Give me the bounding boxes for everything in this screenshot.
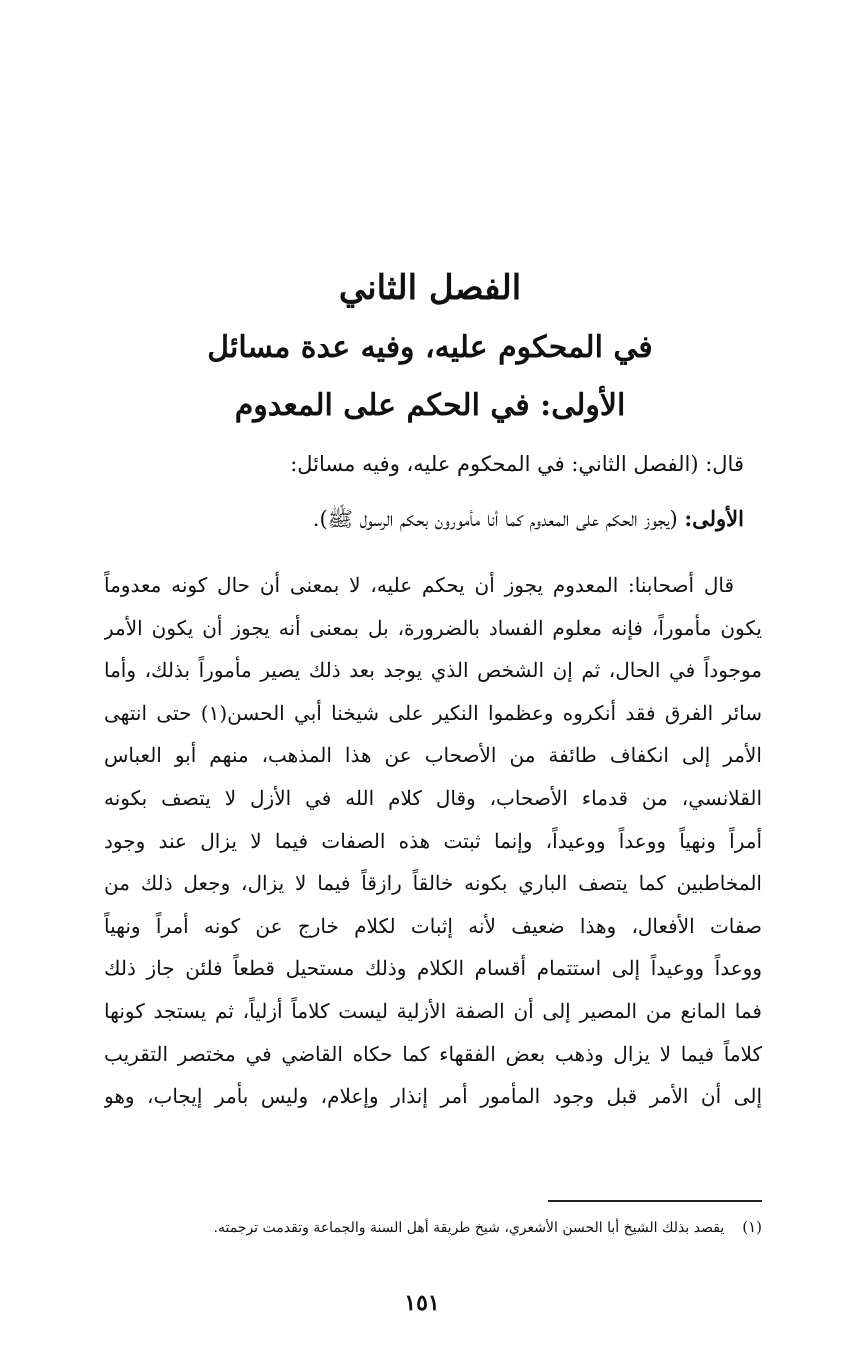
quoted-text-lead: الأولى: xyxy=(684,506,744,531)
body-line: يكون مأموراً، فإنه معلوم الفساد بالضرورة، بل بمعنى أنه يجوز أن يكون الأمر xyxy=(104,615,762,640)
footnote-text: يقصد بذلك الشيخ أبا الحسن الأشعري، شيخ طريقة أهل السنة والجماعة وتقدمت ترجمته. xyxy=(213,1220,725,1236)
quoted-text-rest: (يجوز الحكم على المعدوم كما أنا مأمورون بحكم الرسول ﷺ). xyxy=(312,507,685,531)
body-line: صفات الأفعال، وهذا ضعيف لأنه إثبات لكلام خارج عن كونه أمراً ونهياً xyxy=(104,913,762,938)
body-line: إلى أن الأمر قبل وجود المأمور أمر إنذار وإعلام، وليس بأمر إيجاب، وهو xyxy=(104,1084,762,1109)
body-line: قال أصحابنا: المعدوم يجوز أن يحكم عليه، لا بمعنى أن حال كونه معدوماً xyxy=(104,573,734,597)
footnote xyxy=(82,1218,762,1236)
body-line: ووعداً ووعيداً إلى استتمام أقسام الكلام وذلك مستحيل قطعاً فلئن جاز ذلك xyxy=(104,956,762,981)
body-paragraph xyxy=(104,564,762,1118)
body-line: أمراً ونهياً ووعداً ووعيداً، وإنما ثبتت هذه الصفات فيما لا يزال عند وجود xyxy=(104,828,762,853)
body-line: كلاماً فيما لا يزال وذهب بعض الفقهاء كما حكاه القاضي في مختصر التقريب xyxy=(104,1041,762,1066)
body-line: فما المانع من المصير إلى أن الصفة الأزلية ليست كلاماً أزلياً، ثم يستجد كونها xyxy=(104,998,762,1023)
issue-title: الأولى: في الحكم على المعدوم xyxy=(234,388,626,423)
body-line: القلانسي، من قدماء الأصحاب، وقال كلام الله في الأزل لا يتصف بكونه xyxy=(104,785,762,810)
body-line: سائر الفرق فقد أنكروه وعظموا النكير على شيخنا أبي الحسن(١) حتى انتهى xyxy=(104,700,762,725)
quoted-text-line-2 xyxy=(84,506,744,537)
page-number: ١٥١ xyxy=(404,1290,440,1316)
chapter-subtitle: في المحكوم عليه، وفيه عدة مسائل xyxy=(207,330,653,365)
chapter-title: الفصل الثاني xyxy=(338,268,522,308)
quoted-text-line-1: قال: (الفصل الثاني: في المحكوم عليه، وفيه مسائل: xyxy=(290,452,744,476)
body-line: موجوداً في الحال، ثم إن الشخص الذي يوجد بعد ذلك يصير مأموراً بذلك، وأما xyxy=(104,658,762,683)
footnote-divider xyxy=(548,1200,762,1202)
body-line: المخاطبين كما يتصف الباري بكونه خالقاً رازقاً فيما لا يزال، وجعل ذلك من xyxy=(104,871,762,896)
body-line: الأمر إلى انكفاف طائفة من الأصحاب عن هذا المذهب، منهم أبو العباس xyxy=(104,743,762,768)
footnote-number: (١) xyxy=(742,1218,762,1236)
